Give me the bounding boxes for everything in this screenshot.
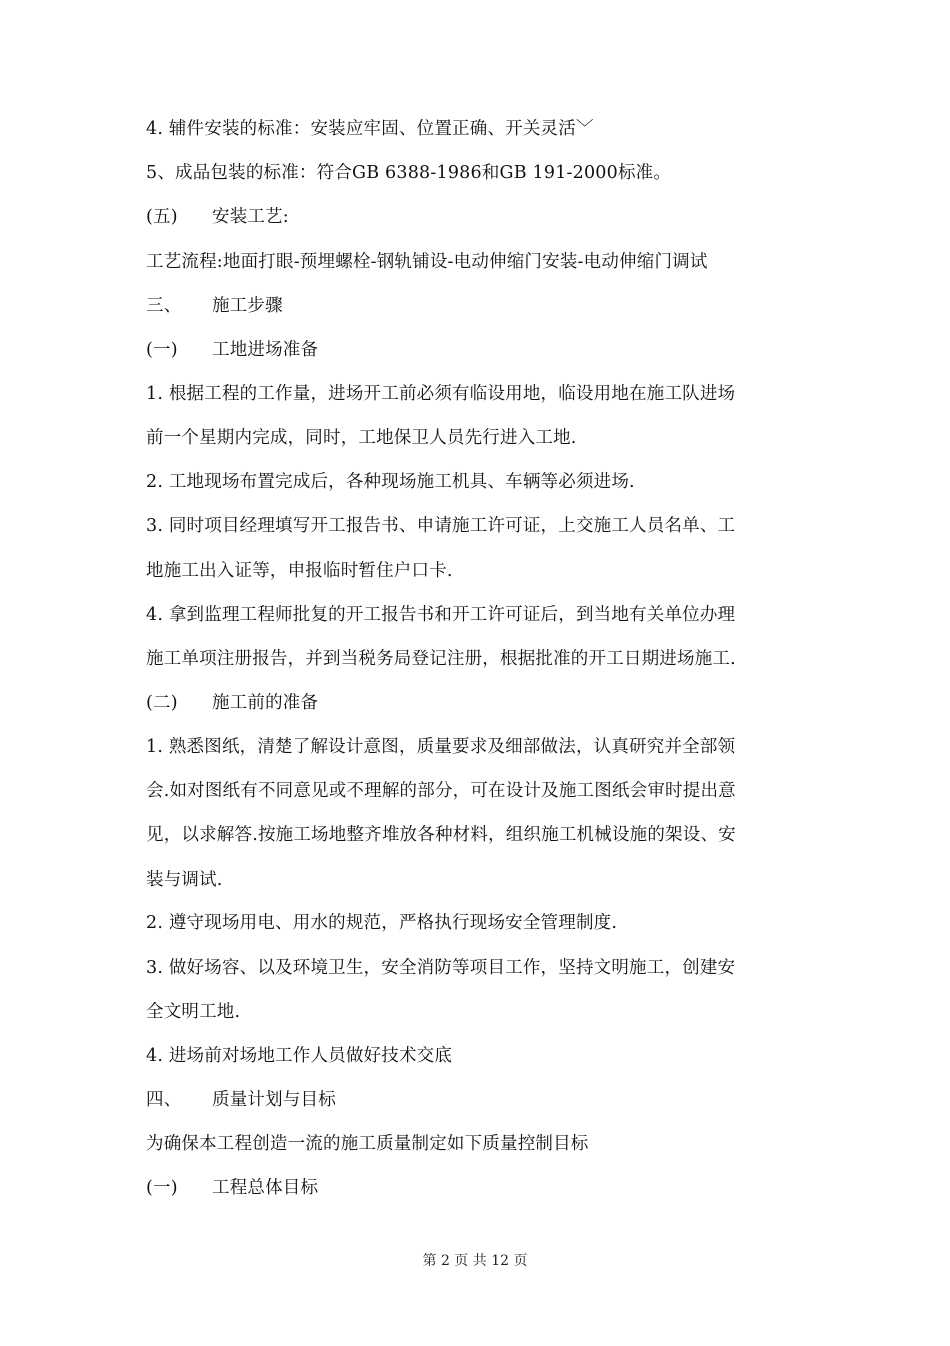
- paragraph-line: 2. 遵守现场用电、用水的规范，严格执行现场安全管理制度.: [146, 913, 618, 933]
- section-heading: [146, 1176, 318, 1200]
- paragraph-line: 2. 工地现场布置完成后，各种现场施工机具、车辆等必须进场.: [146, 472, 635, 492]
- paragraph-line: 全文明工地.: [146, 1002, 241, 1022]
- section-heading: [146, 1088, 336, 1112]
- heading-number: (二): [146, 693, 178, 713]
- paragraph-line: 装与调试.: [146, 870, 223, 890]
- paragraph-line: 工艺流程:地面打眼-预埋螺栓-钢轨铺设-电动伸缩门安装-电动伸缩门调试: [146, 252, 708, 272]
- heading-number: (一): [146, 1178, 178, 1198]
- heading-number: 三、: [146, 296, 182, 316]
- paragraph-line: 1. 根据工程的工作量，进场开工前必须有临设用地，临设用地在施工队进场: [146, 384, 736, 404]
- section-heading: [146, 294, 283, 318]
- paragraph-line: 3. 做好场容、以及环境卫生，安全消防等项目工作，坚持文明施工，创建安: [146, 958, 736, 978]
- paragraph-line: 地施工出入证等，申报临时暂住户口卡.: [146, 561, 453, 581]
- heading-number: 四、: [146, 1090, 182, 1110]
- paragraph-line: 会.如对图纸有不同意见或不理解的部分，可在设计及施工图纸会审时提出意: [146, 781, 736, 801]
- paragraph-line: 4. 拿到监理工程师批复的开工报告书和开工许可证后，到当地有关单位办理: [146, 605, 736, 625]
- heading-number: (一): [146, 340, 178, 360]
- section-heading: [146, 338, 318, 362]
- paragraph-line: 1. 熟悉图纸，清楚了解设计意图，质量要求及细部做法，认真研究并全部领: [146, 737, 736, 757]
- heading-text: 工地进场准备: [212, 340, 319, 360]
- paragraph-line: 前一个星期内完成，同时，工地保卫人员先行进入工地.: [146, 428, 577, 448]
- heading-number: (五): [146, 207, 178, 227]
- paragraph-line: 见，以求解答.按施工场地整齐堆放各种材料，组织施工机械设施的架设、安: [146, 825, 736, 845]
- heading-text: 质量计划与目标: [212, 1090, 336, 1110]
- heading-text: 工程总体目标: [212, 1178, 319, 1198]
- paragraph-line: 3. 同时项目经理填写开工报告书、申请施工许可证，上交施工人员名单、工: [146, 516, 736, 536]
- page-footer: 第 2 页 共 12 页: [422, 1253, 528, 1269]
- section-heading: [146, 691, 318, 715]
- paragraph-line: 施工单项注册报告，并到当税务局登记注册，根据批准的开工日期进场施工.: [146, 649, 736, 669]
- section-heading: [146, 205, 289, 229]
- paragraph-line: 5、成品包装的标准：符合GB 6388-1986和GB 191-2000标准。: [146, 163, 672, 183]
- heading-text: 安装工艺:: [212, 207, 289, 227]
- paragraph-line: 4. 辅件安装的标准：安装应牢固、位置正确、开关灵活﹀: [146, 119, 594, 139]
- paragraph-line: 4. 进场前对场地工作人员做好技术交底: [146, 1046, 453, 1066]
- paragraph-line: 为确保本工程创造一流的施工质量制定如下质量控制目标: [146, 1134, 589, 1154]
- heading-text: 施工步骤: [212, 296, 283, 316]
- heading-text: 施工前的准备: [212, 693, 319, 713]
